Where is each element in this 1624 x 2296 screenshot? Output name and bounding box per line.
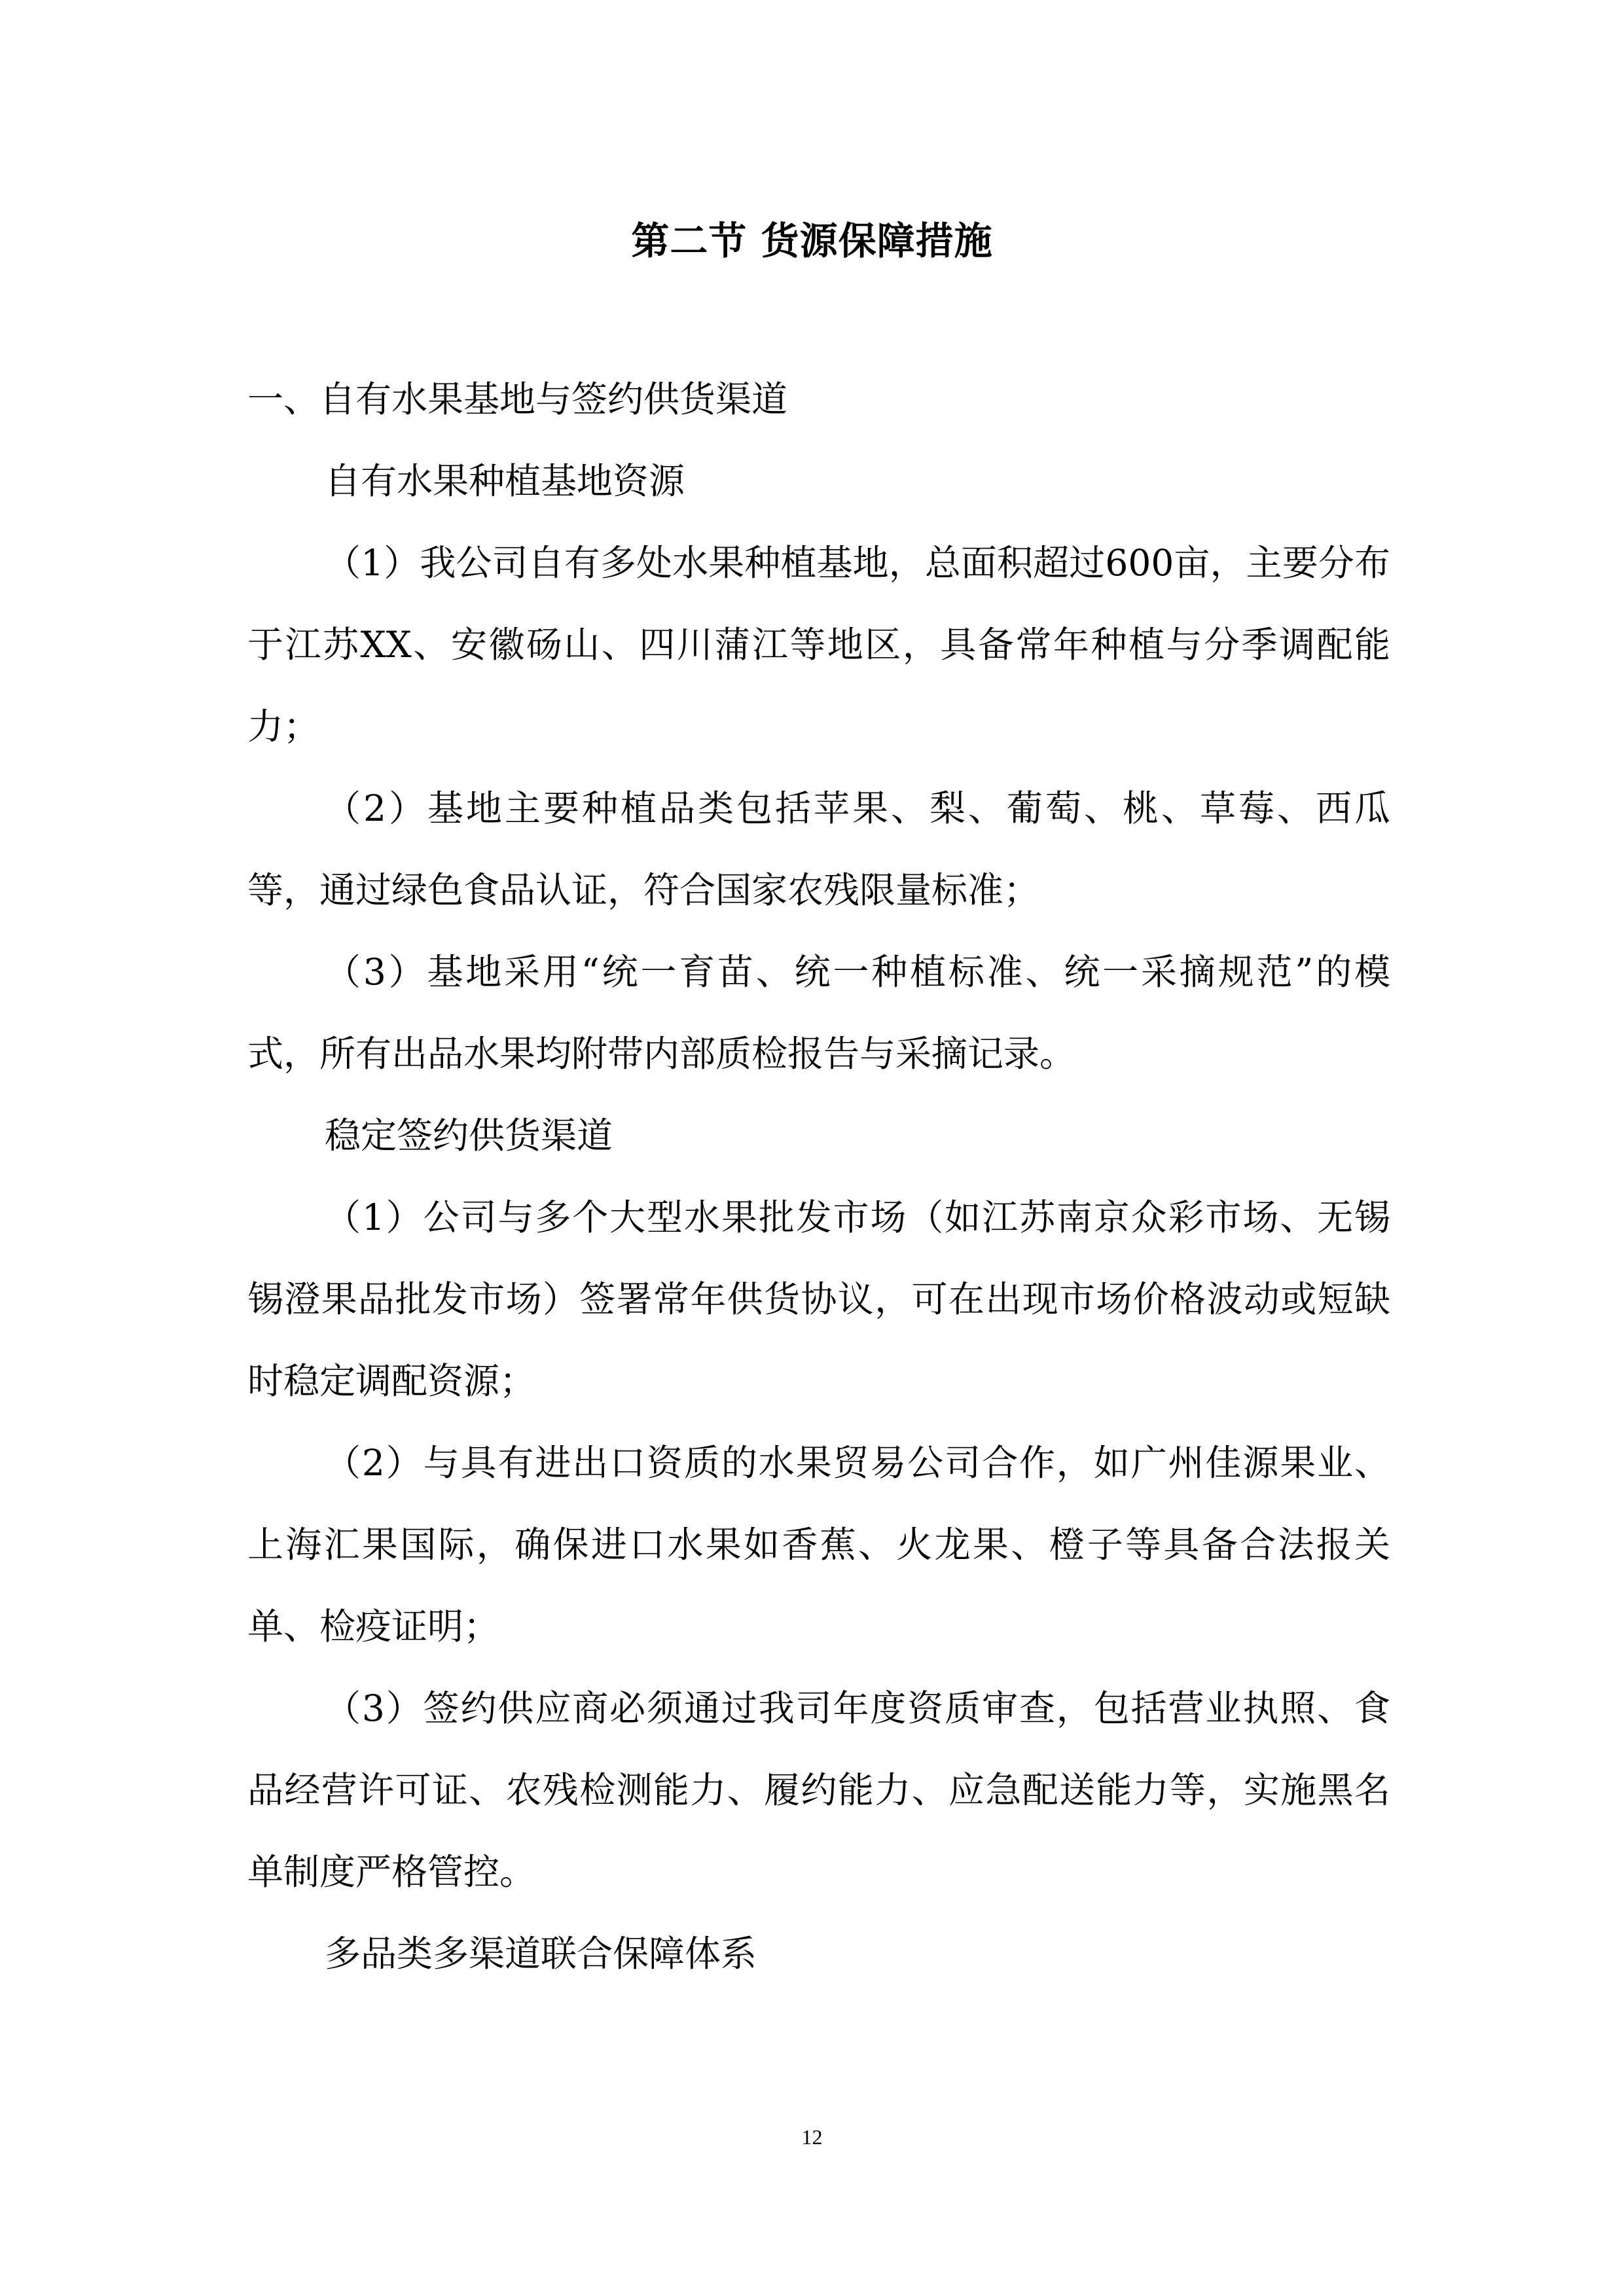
list-item: （2）基地主要种植品类包括苹果、梨、葡萄、桃、草莓、西瓜等，通过绿色食品认证，符合国家农残限量标准；: [247, 787, 1390, 911]
document-body: [247, 359, 1390, 1995]
list-item: （2）与具有进出口资质的水果贸易公司合作，如广州佳源果业、上海汇果国际，确保进口水果如香蕉、火龙果、橙子等具备合法报关单、检疫证明；: [247, 1442, 1390, 1647]
list-item: （3）基地采用“统一育苗、统一种植标准、统一采摘规范”的模式，所有出品水果均附带内部质检报告与采摘记录。: [247, 951, 1390, 1075]
section-heading: 一、自有水果基地与签约供货渠道: [247, 378, 788, 420]
page-number: 12: [801, 2125, 823, 2149]
page-title: 第二节 货源保障措施: [631, 219, 993, 263]
subsection-heading: 稳定签约供货渠道: [325, 1115, 613, 1157]
list-item: （1）我公司自有多处水果种植基地，总面积超过600亩，主要分布于江苏XX、安徽砀山、四川蒲江等地区，具备常年种植与分季调配能力；: [247, 542, 1390, 747]
subsection-heading: 多品类多渠道联合保障体系: [325, 1933, 757, 1975]
subsection-heading: 自有水果种植基地资源: [325, 460, 685, 502]
list-item: （3）签约供应商必须通过我司年度资质审查，包括营业执照、食品经营许可证、农残检测能力、履约能力、应急配送能力等，实施黑名单制度严格管控。: [247, 1687, 1390, 1893]
list-item: （1）公司与多个大型水果批发市场（如江苏南京众彩市场、无锡锡澄果品批发市场）签署常年供货协议，可在出现市场价格波动或短缺时稳定调配资源；: [247, 1196, 1390, 1402]
